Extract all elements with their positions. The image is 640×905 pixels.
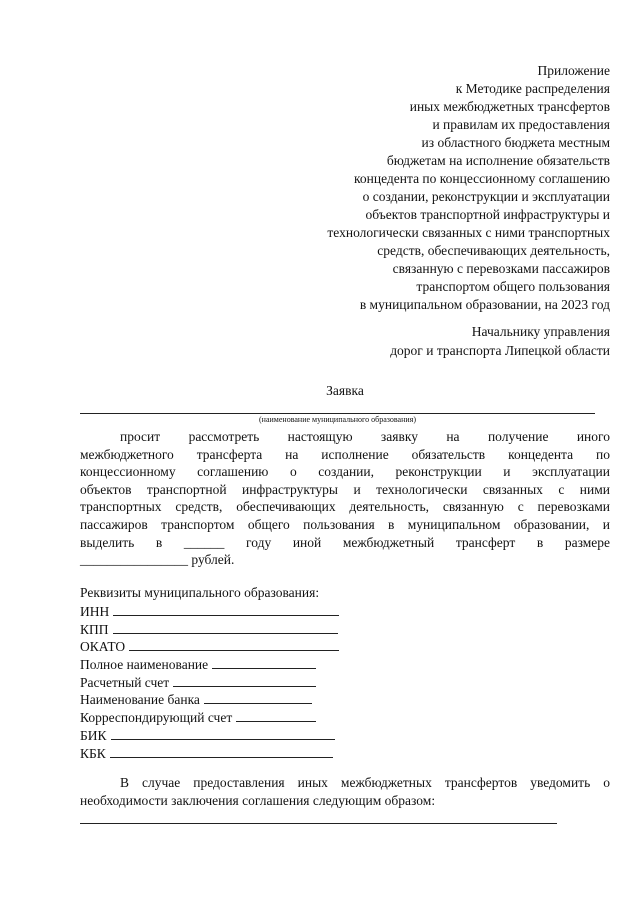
requisite-row-okato (80, 637, 339, 655)
appendix-line: и правилам их предоставления (432, 117, 610, 132)
requisite-blank (111, 726, 335, 740)
requisite-label: Полное наименование (80, 657, 209, 673)
appendix-line: в муниципальном образовании, на 2023 год (359, 297, 610, 312)
appendix-line: Приложение (537, 63, 610, 78)
requisite-label: ИНН (80, 604, 110, 619)
requisite-blank (236, 708, 316, 722)
paragraph-line: объектов транспортной инфраструктуры и технологически связанных с ними (80, 481, 610, 497)
requisite-blank (212, 655, 316, 669)
requisites-list (80, 602, 339, 761)
paragraph-line: концессионному соглашению о создании, реконструкции и эксплуатации (80, 464, 610, 480)
requisite-blank (204, 690, 312, 704)
requisite-label: БИК (80, 727, 107, 743)
appendix-line: технологически связанных с ними транспортных (327, 225, 610, 240)
addressee-block (390, 322, 610, 360)
appendix-line: связанную с перевозками пассажиров (392, 261, 610, 276)
municipality-name-caption: (наименование муниципального образования) (259, 415, 416, 424)
paragraph-line: выделить в ______ году иной межбюджетный трансферт в размере (80, 534, 610, 550)
requisite-row-inn (80, 602, 339, 620)
requisite-blank (129, 637, 339, 651)
requisite-blank (113, 602, 339, 616)
municipality-name-line (80, 413, 595, 414)
appendix-line: средств, обеспечивающих деятельность, (377, 243, 610, 258)
appendix-line: из областного бюджета местным (421, 135, 610, 150)
requisite-row-full-name (80, 655, 339, 673)
paragraph-line: межбюджетного трансферта на исполнение обязательств концедента по (80, 446, 610, 462)
paragraph-line: ________________ рублей. (80, 552, 235, 568)
requisite-row-bik (80, 726, 339, 744)
appendix-line: транспортом общего пользования (416, 279, 610, 294)
appendix-line: о создании, реконструкции и эксплуатации (362, 189, 610, 204)
requisite-label: Корреспондирующий счет (80, 710, 233, 726)
appendix-line: бюджетам на исполнение обязательств (386, 153, 610, 168)
requisite-row-kpp (80, 620, 339, 638)
requisite-blank (113, 620, 338, 634)
requisite-row-bank (80, 690, 339, 708)
appendix-line: иных межбюджетных трансфертов (409, 99, 610, 114)
requisite-blank (110, 744, 333, 758)
requisite-label: ОКАТО (80, 639, 126, 655)
appendix-line: объектов транспортной инфраструктуры и (365, 207, 610, 222)
paragraph-line: необходимости заключения соглашения следующим образом: (80, 793, 436, 808)
notification-method-line (80, 823, 557, 824)
requisite-blank (173, 673, 316, 687)
closing-paragraph (80, 774, 610, 810)
paragraph-line: транспортных средств, обеспечивающих деятельность, связанную с перевозками (80, 499, 610, 515)
requisite-label: КПП (80, 621, 109, 637)
appendix-line: к Методике распределения (455, 81, 610, 96)
addressee-line: дорог и транспорта Липецкой области (390, 343, 610, 358)
requisite-label: Наименование банка (80, 692, 200, 708)
appendix-header (327, 62, 610, 314)
document-title: Заявка (326, 383, 364, 398)
request-paragraph (80, 428, 610, 569)
addressee-line: Начальнику управления (471, 324, 610, 339)
paragraph-line: просит рассмотреть настоящую заявку на получение иного (120, 429, 610, 444)
requisite-row-corr-account (80, 708, 339, 726)
requisite-label: КБК (80, 745, 106, 761)
requisite-row-account (80, 673, 339, 691)
paragraph-line: В случае предоставления иных межбюджетных трансфертов уведомить о (120, 775, 610, 790)
requisite-row-kbk (80, 744, 339, 762)
requisites-title: Реквизиты муниципального образования: (80, 585, 320, 600)
requisite-label: Расчетный счет (80, 674, 170, 690)
appendix-line: концедента по концессионному соглашению (354, 171, 610, 186)
paragraph-line: пассажиров транспортом общего пользования в муниципальном образовании, и (80, 516, 610, 532)
